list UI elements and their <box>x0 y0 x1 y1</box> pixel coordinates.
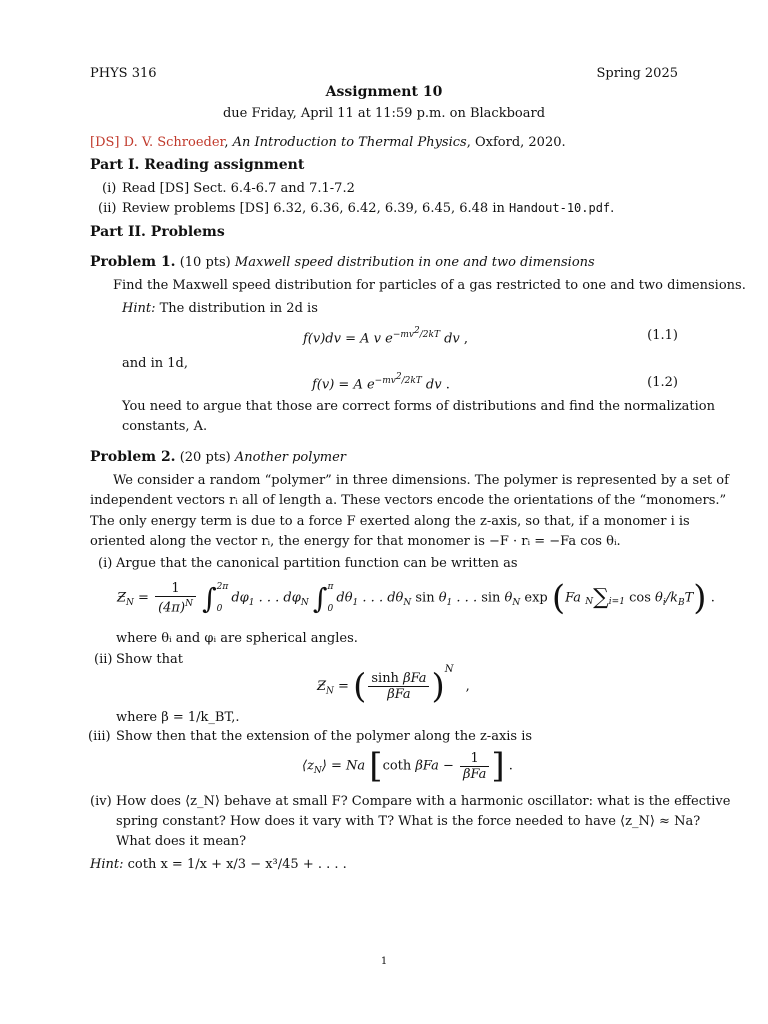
problem1-argue-line2: constants, A. <box>122 419 208 434</box>
problem2-iii-text: Show then that the extension of the polymer along the z-axis is <box>116 729 533 744</box>
reference-rest: , Oxford, 2020. <box>466 135 566 150</box>
reference-author: D. V. Schroeder <box>123 135 225 150</box>
problem2-iv-line1: How does ⟨z_N⟩ behave at small F? Compare with a harmonic oscillator: what is the effective <box>116 794 731 809</box>
equation-1-2-number: (1.2) <box>647 375 678 390</box>
part1-item2-label: (ii) <box>98 201 117 216</box>
problem2-label: Problem 2. <box>90 449 176 465</box>
problem2-ii-label: (ii) <box>94 652 113 667</box>
equation-1-1-number: (1.1) <box>647 328 678 343</box>
part1-item1: Read [DS] Sect. 6.4-6.7 and 7.1-7.2 <box>122 181 355 196</box>
partition-function-result: $Ƶ_N$ = ( $\frac{\text{sinh βFa}}{\text{βFa}}$ )$^N$ , <box>317 664 470 707</box>
problem1-title <box>90 254 595 271</box>
problem2-ii-text: Show that <box>116 652 183 667</box>
part1-heading: Part I. Reading assignment <box>90 157 305 173</box>
part1-item2: Review problems [DS] 6.32, 6.36, 6.42, 6.39, 6.45, 6.48 in Handout-10.pdf. <box>122 201 615 216</box>
problem2-ii-after: where β = 1/k_BT,. <box>116 710 240 725</box>
problem2-points: (20 pts) <box>179 450 231 465</box>
problem2-para-line3: The only energy term is due to a force F exerted along the z-axis, so that, if a monomer i is <box>90 514 690 529</box>
assignment-title: Assignment 10 <box>325 84 443 100</box>
and-in-1d: and in 1d, <box>122 356 188 371</box>
page-number: 1 <box>380 956 388 967</box>
problem1-topic: Maxwell speed distribution in one and two dimensions <box>234 255 595 270</box>
problem2-para-line2: independent vectors rᵢ all of length a. These vectors encode the orientations of the “monomers.” <box>90 493 727 508</box>
reference-tag: [DS] <box>90 135 120 150</box>
reference-book: An Introduction to Thermal Physics <box>232 135 467 150</box>
problem2-iv-line3: What does it mean? <box>116 834 247 849</box>
reference: [DS] D. V. Schroeder, An Introduction to Thermal Physics, Oxford, 2020. <box>90 135 566 150</box>
course-code: PHYS 316 <box>90 66 157 81</box>
problem1-text: Find the Maxwell speed distribution for particles of a gas restricted to one and two dimensions. <box>113 278 746 293</box>
problem2-topic: Another polymer <box>234 450 346 465</box>
part1-item1-label: (i) <box>102 181 117 196</box>
partition-function-equation: $Ƶ_N$ = $\frac{1}{(4\pi)^N}$ ∫2π $0d\varphi_1$ . . . $d\varphi_N$ ∫π $0d\theta_1$ . . . $d\theta_N$ $\sin \theta_1$ . . . $\sin \theta_N$ exp (Fa N∑i=1 $\cos \theta_i/k_BT$) . <box>117 578 715 618</box>
problem1-hint: Hint: The distribution in 2d is <box>122 301 318 316</box>
problem2-iv-label: (iv) <box>90 794 112 809</box>
problem2-hint: Hint: coth x = 1/x + x/3 − x³/45 + . . . . <box>90 857 347 872</box>
problem1-argue-line1: You need to argue that those are correct forms of distributions and find the normalization <box>122 399 716 414</box>
problem1-points: (10 pts) <box>179 255 231 270</box>
problem1-label: Problem 1. <box>90 254 176 270</box>
problem2-para-line1: We consider a random “polymer” in three dimensions. The polymer is represented by a set of <box>113 473 729 488</box>
equation-1-1: f(v)dv = A v $e^{-mv^2/2kT}$ dv , <box>303 326 469 347</box>
problem2-i-label: (i) <box>98 556 113 571</box>
problem2-para-line4: oriented along the vector rᵢ, the energy for that monomer is −F · rᵢ = −Fa cos θᵢ. <box>90 534 621 549</box>
due-date: due Friday, April 11 at 11:59 p.m. on Blackboard <box>222 106 546 121</box>
equation-1-2: f(v) = A $e^{-mv^2/2kT}$ dv . <box>312 372 450 393</box>
extension-equation: $⟨z_N⟩ = Na$ [coth βFa − $\frac{1}{\text{βFa}}$ ] . <box>302 746 513 786</box>
part2-heading: Part II. Problems <box>90 224 225 240</box>
term: Spring 2025 <box>596 66 678 81</box>
handout-file: Handout-10.pdf <box>509 201 611 215</box>
problem2-iv-line2: spring constant? How does it vary with T? What is the force needed to have ⟨z_N⟩ ≈ Na? <box>116 814 701 829</box>
problem2-i-after: where θᵢ and φᵢ are spherical angles. <box>116 631 358 646</box>
problem2-i-text: Argue that the canonical partition function can be written as <box>116 556 518 571</box>
problem2-iii-label: (iii) <box>88 729 111 744</box>
problem2-title <box>90 449 346 466</box>
